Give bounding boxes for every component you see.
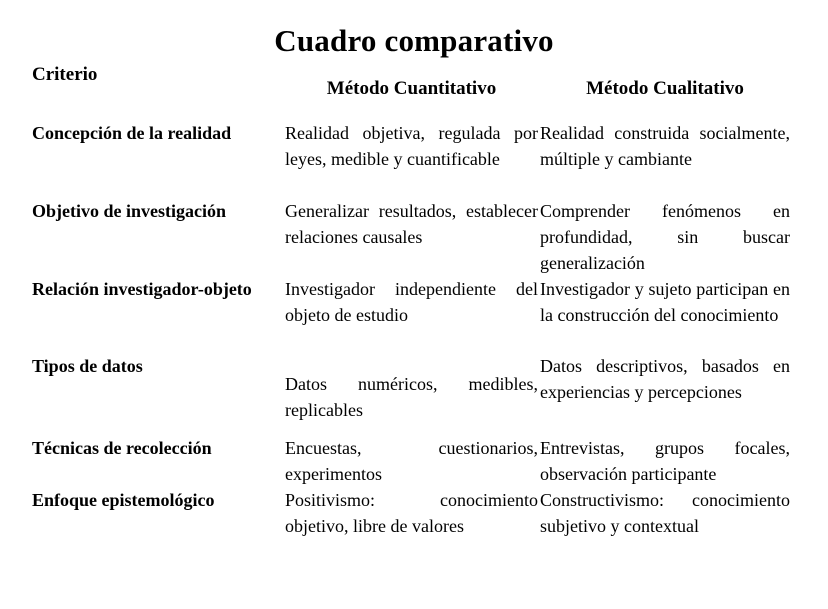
qualitative-value: Realidad construida socialmente, múltiple y cambiante [540,123,790,169]
table-row-objetivo-investigacion [32,198,828,276]
table-row-enfoque-epistemologico [32,487,828,565]
qualitative-value: Datos descriptivos, basados en experiencias y percepciones [540,356,790,402]
table-row-tecnicas-de-recoleccion [32,435,828,487]
quantitative-value: Investigador independiente del objeto de estudio [285,279,538,325]
qualitative-value: Investigador y sujeto participan en la construcción del conocimiento [540,279,790,325]
quantitative-value: Realidad objetiva, regulada por leyes, medible y cuantificable [285,123,538,169]
criterion-label: Relación investigador-objeto [32,279,252,299]
qualitative-value: Constructivismo: conocimiento subjetivo y contextual [540,490,790,536]
column-header-metodo-cuantitativo: Método Cuantitativo [326,78,497,99]
criterion-label: Técnicas de recolección [32,438,212,458]
quantitative-value: Encuestas, cuestionarios, experimentos [285,438,538,484]
qualitative-value: Entrevistas, grupos focales, observación participante [540,438,790,484]
table-header-row [32,62,828,120]
criterion-label: Tipos de datos [32,356,143,376]
column-header-metodo-cualitativo: Método Cualitativo [586,78,744,99]
qualitative-value: Comprender fenómenos en profundidad, sin buscar generalización [540,201,790,273]
table-row-tipos-de-datos [32,353,828,435]
table-row-relacion-investigador-objeto [32,276,828,353]
quantitative-value: Positivismo: conocimiento objetivo, libre de valores [285,490,538,536]
column-header-criterio: Criterio [32,64,98,85]
criterion-label: Concepción de la realidad [32,123,232,143]
quantitative-value: Generalizar resultados, establecer relaciones causales [285,201,538,247]
comparison-table [0,62,828,565]
quantitative-value: Datos numéricos, medibles, replicables [285,374,538,420]
page-title: Cuadro comparativo [274,23,554,58]
criterion-label: Objetivo de investigación [32,201,226,221]
table-row-concepcion-realidad [32,120,828,198]
criterion-label: Enfoque epistemológico [32,490,215,510]
